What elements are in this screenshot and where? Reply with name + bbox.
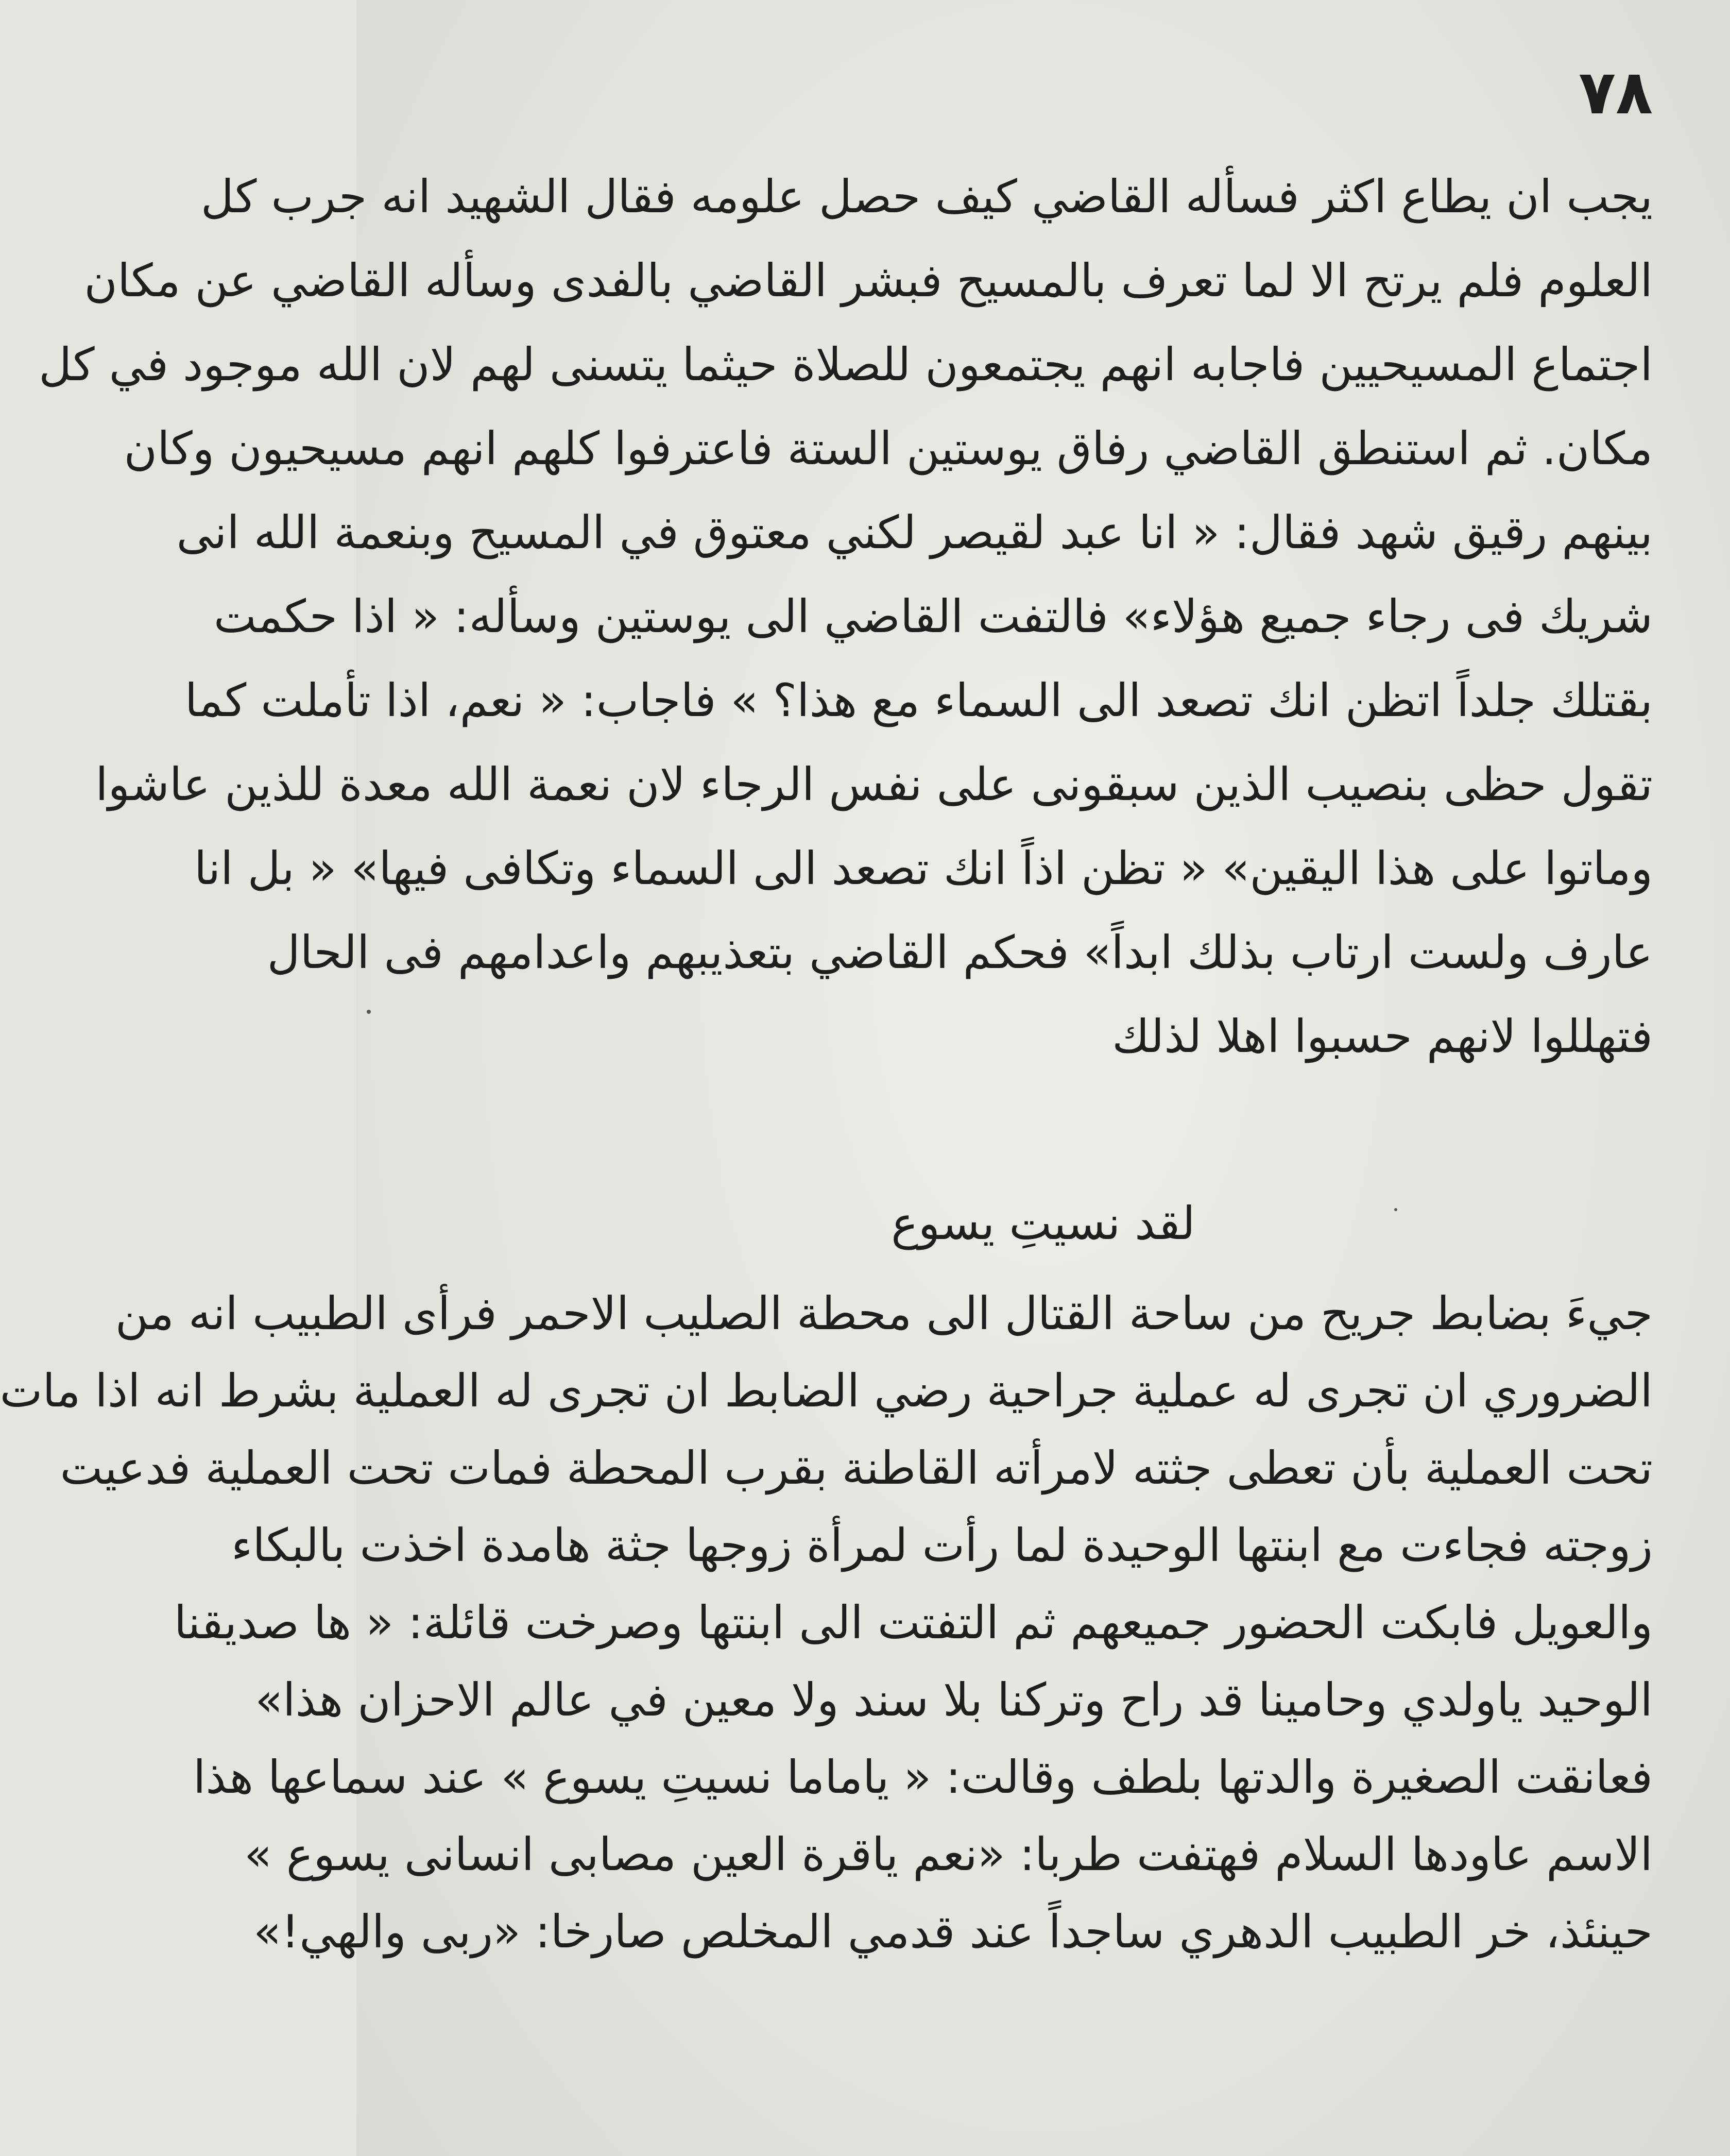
text-line: فعانقت الصغيرة والدتها بلطف وقالت: « ياماما نسيتِ يسوع » عند سماعها هذا: [193, 1751, 1653, 1804]
text-line: اجتماع المسيحيين فاجابه انهم يجتمعون للصلاة حيثما يتسنى لهم لان الله موجود في كل: [39, 338, 1653, 391]
text-line: تحت العملية بأن تعطى جثته لامرأته القاطنة بقرب المحطة فمات تحت العملية فدعيت: [60, 1441, 1653, 1495]
text-line: الوحيد ياولدي وحامينا قد راح وتركنا بلا سند ولا معين في عالم الاحزان هذا»: [255, 1673, 1653, 1726]
paragraph-wounded-officer: [0, 1275, 1653, 1971]
paragraph-justin-martyr: [39, 155, 1653, 1078]
text-line: شريك فى رجاء جميع هؤلاء» فالتفت القاضي الى يوستين وسأله: « اذا حكمت: [213, 590, 1653, 643]
text-line: يجب ان يطاع اكثر فسأله القاضي كيف حصل علومه فقال الشهيد انه جرب كل: [200, 170, 1653, 223]
text-line: وماتوا على هذا اليقين» « تظن اذاً انك تصعد الى السماء وتكافى فيها» « بل انا: [194, 842, 1653, 895]
text-line: تقول حظى بنصيب الذين سبقونى على نفس الرجاء لان نعمة الله معدة للذين عاشوا: [95, 758, 1653, 811]
text-line: زوجته فجاءت مع ابنتها الوحيدة لما رأت لمرأة زوجها جثة هامدة اخذت بالبكاء: [231, 1519, 1653, 1572]
text-line: عارف ولست ارتاب بذلك ابداً» فحكم القاضي بتعذيبهم واعدامهم فى الحال: [267, 926, 1653, 979]
text-line: الاسم عاودها السلام فهتفت طربا: «نعم ياقرة العين مصابى انسانى يسوع »: [244, 1828, 1653, 1881]
text-line: حينئذ، خر الطبيب الدهري ساجداً عند قدمي المخلص صارخا: «ربى والهي!»: [253, 1905, 1653, 1958]
text-line: والعويل فابكت الحضور جميعهم ثم التفتت الى ابنتها وصرخت قائلة: « ها صديقنا: [174, 1596, 1653, 1649]
text-line: بقتلك جلداً اتظن انك تصعد الى السماء مع هذا؟ » فاجاب: « نعم، اذا تأملت كما: [184, 674, 1653, 727]
text-line: فتهللوا لانهم حسبوا اهلا لذلك: [1112, 1010, 1653, 1063]
page-number: ٧٨: [1578, 57, 1653, 128]
text-line: العلوم فلم يرتح الا لما تعرف بالمسيح فبشر القاضي بالفدى وسأله القاضي عن مكان: [84, 254, 1653, 307]
section-heading: لقد نسيتِ يسوع: [891, 1197, 1195, 1250]
paper-speck: [1394, 1208, 1397, 1211]
text-line: بينهم رقيق شهد فقال: « انا عبد لقيصر لكني معتوق في المسيح وبنعمة الله انى: [176, 506, 1653, 559]
paper-speck: [367, 1010, 371, 1014]
text-line: جيءَ بضابط جريح من ساحة القتال الى محطة الصليب الاحمر فرأى الطبيب انه من: [115, 1287, 1653, 1340]
text-line: مكان. ثم استنطق القاضي رفاق يوستين الستة فاعترفوا كلهم انهم مسيحيون وكان: [124, 422, 1653, 475]
text-line: الضروري ان تجرى له عملية جراحية رضي الضابط ان تجرى له العملية بشرط انه اذا مات: [0, 1364, 1653, 1417]
